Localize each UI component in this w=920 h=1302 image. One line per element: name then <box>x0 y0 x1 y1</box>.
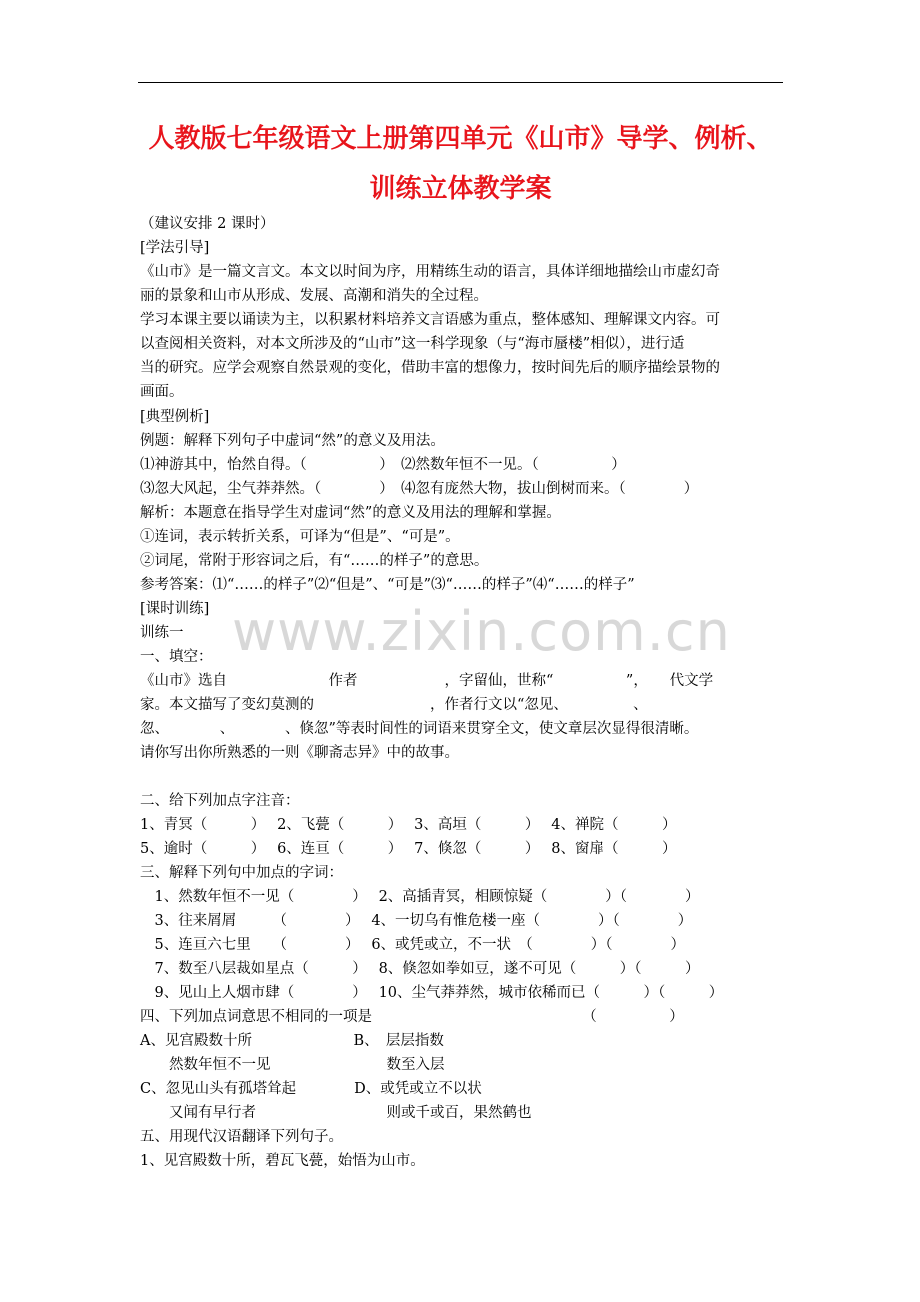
text-line: 1、见宫殿数十所，碧瓦飞甍，始悟为山市。 <box>140 1153 425 1169</box>
text-line: A、见宫殿数十所 B、 层层指数 <box>140 1033 444 1049</box>
text-line: 《山市》是一篇文言文。本文以时间为序，用精练生动的语言，具体详细地描绘山市虚幻奇 <box>140 264 720 280</box>
text-line: 画面。 <box>140 384 184 400</box>
text-line: 9、见山上人烟市肆（ ） 10、尘气莽莽然，城市依稀而已（ ）（ ） <box>140 985 724 1001</box>
text-line: 请你写出你所熟悉的一则《聊斋志异》中的故事。 <box>140 745 459 761</box>
text-line: 5、连亘六七里 （ ） 6、或凭或立，不一状 （ ）（ ） <box>140 937 686 953</box>
text-line: ②词尾，常附于形容词之后，有“……的样子”的意思。 <box>140 553 489 569</box>
text-line: 例题：解释下列句子中虚词“然”的意义及用法。 <box>140 433 445 449</box>
document-title-line1: 人教版七年级语文上册第四单元《山市》导学、例析、 <box>148 124 773 154</box>
text-line: 一、填空： <box>140 649 213 665</box>
text-line: 1、然数年恒不一见（ ） 2、高插青冥，相顾惊疑（ ）（ ） <box>140 889 700 905</box>
text-line: 忽、 、 、倏忽”等表时间性的词语来贯穿全文，使文章层次显得很清晰。 <box>140 721 699 737</box>
text-line: 参考答案：⑴“……的样子”⑵“但是”、“可是”⑶“……的样子”⑷“……的样子” <box>140 577 635 593</box>
text-line: 又闻有早行者 则或千或百，果然鹤也 <box>140 1105 532 1121</box>
text-line: 解析：本题意在指导学生对虚词“然”的意义及用法的理解和掌握。 <box>140 505 561 521</box>
text-line: 丽的景象和山市从形成、发展、高潮和消失的全过程。 <box>140 288 488 304</box>
text-line: 当的研究。应学会观察自然景观的变化，借助丰富的想像力，按时间先后的顺序描绘景物的 <box>140 360 720 376</box>
header-rule <box>138 82 783 83</box>
document-title-line2: 训练立体教学案 <box>369 174 552 204</box>
text-line: 学习本课主要以诵读为主，以积累材料培养文言语感为重点，整体感知、理解课文内容。可 <box>140 312 720 328</box>
text-line: ⑴神游其中，怡然自得。（ ） ⑵然数年恒不一见。（ ） <box>140 457 626 473</box>
text-line: 家。本文描写了变幻莫测的 ，作者行文以“忽见、 、 <box>140 697 648 713</box>
text-line: 五、用现代汉语翻译下列句子。 <box>140 1129 343 1145</box>
text-line: 三、解释下列句中加点的字词： <box>140 865 343 881</box>
watermark: www.zixin.com.cn <box>232 600 731 663</box>
text-line: C、忽见山头有孤塔耸起 D、或凭或立不以状 <box>140 1081 482 1097</box>
text-line: 3、往来屑屑 （ ） 4、一切乌有惟危楼一座（ ）（ ） <box>140 913 693 929</box>
text-line: 二、给下列加点字注音： <box>140 793 300 809</box>
text-line: [学法引导] <box>140 240 210 256</box>
text-line: ①连词，表示转折关系，可译为“但是”、“可是”。 <box>140 529 460 545</box>
text-line: 训练一 <box>140 625 184 641</box>
text-line: [典型例析] <box>140 409 210 425</box>
text-line: 《山市》选自 作者 ，字留仙，世称“ ”， 代文学 <box>140 673 714 689</box>
text-line: 以查阅相关资料，对本文所涉及的“山市”这一科学现象（与“海市蜃楼”相似），进行适 <box>140 336 685 352</box>
text-line: 7、数至八层裁如星点（ ） 8、倏忽如拳如豆，遂不可见（ ）（ ） <box>140 961 700 977</box>
text-line: 1、青冥（ ） 2、飞甍（ ） 3、高垣（ ） 4、禅院（ ） <box>140 817 677 833</box>
text-line: [课时训练] <box>140 601 210 617</box>
text-line: ⑶忽大风起，尘气莽莽然。（ ） ⑷忽有庞然大物，拔山倒树而来。（ ） <box>140 481 699 497</box>
text-line: 5、逾时（ ） 6、连亘（ ） 7、倏忽（ ） 8、窗扉（ ） <box>140 841 677 857</box>
text-line: （建议安排 2 课时） <box>140 216 275 232</box>
text-line: 然数年恒不一见 数至入层 <box>140 1057 445 1073</box>
text-line: 四、下列加点词意思不相同的一项是 （ ） <box>140 1009 684 1025</box>
